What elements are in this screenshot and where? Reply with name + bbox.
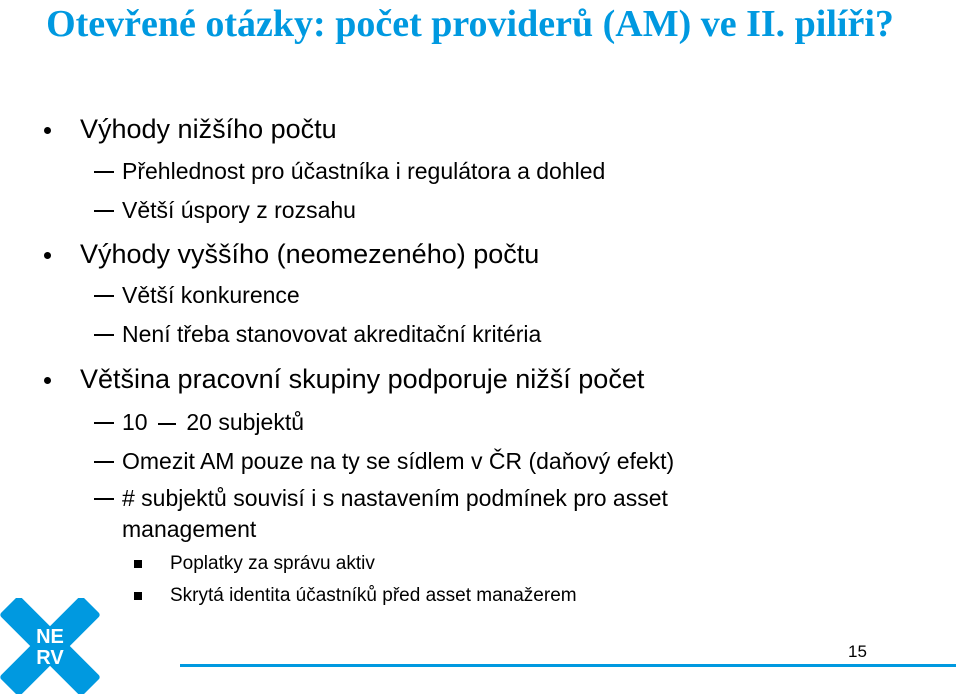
sub-item: Omezit AM pouze na ty se sídlem v ČR (daňový efekt) [122, 448, 675, 474]
sub-item: Větší konkurence [122, 282, 300, 308]
range-start: 10 [122, 409, 148, 435]
dash-icon [94, 210, 114, 212]
page-number: 15 [848, 642, 867, 661]
bullet-item: Výhody vyššího (neomezeného) počtu [80, 239, 540, 269]
sub-item-continuation: management [122, 516, 257, 542]
sub-item: Přehlednost pro účastníka i regulátora a dohled [122, 158, 606, 184]
sub-item: Větší úspory z rozsahu [122, 197, 356, 223]
dash-icon [94, 422, 114, 424]
svg-text:NE: NE [36, 626, 64, 648]
slide-title: Otevřené otázky: počet providerů (AM) ve II. pilíři? [46, 3, 894, 45]
sub-item: Není třeba stanovovat akreditační kritéria [122, 321, 542, 347]
dash-icon [94, 171, 114, 173]
nerv-logo [0, 598, 100, 694]
range-end: 20 subjektů [186, 409, 305, 435]
sub-item [122, 407, 304, 437]
bullet-icon [44, 252, 51, 259]
dash-icon [94, 334, 114, 336]
square-bullet-icon [134, 592, 142, 600]
range-dash [158, 423, 176, 425]
footer-divider [180, 664, 956, 667]
dash-icon [94, 461, 114, 463]
sub-sub-item: Skrytá identita účastníků před asset manažerem [170, 585, 577, 606]
sub-item: # subjektů souvisí i s nastavením podmínek pro asset [122, 485, 668, 511]
square-bullet-icon [134, 560, 142, 568]
svg-text:RV: RV [36, 647, 64, 669]
bullet-icon [44, 127, 51, 134]
bullet-icon [44, 377, 51, 384]
bullet-item: Většina pracovní skupiny podporuje nižší počet [80, 364, 645, 394]
sub-sub-item: Poplatky za správu aktiv [170, 553, 375, 574]
dash-icon [94, 498, 114, 500]
dash-icon [94, 295, 114, 297]
bullet-item: Výhody nižšího počtu [80, 114, 337, 144]
